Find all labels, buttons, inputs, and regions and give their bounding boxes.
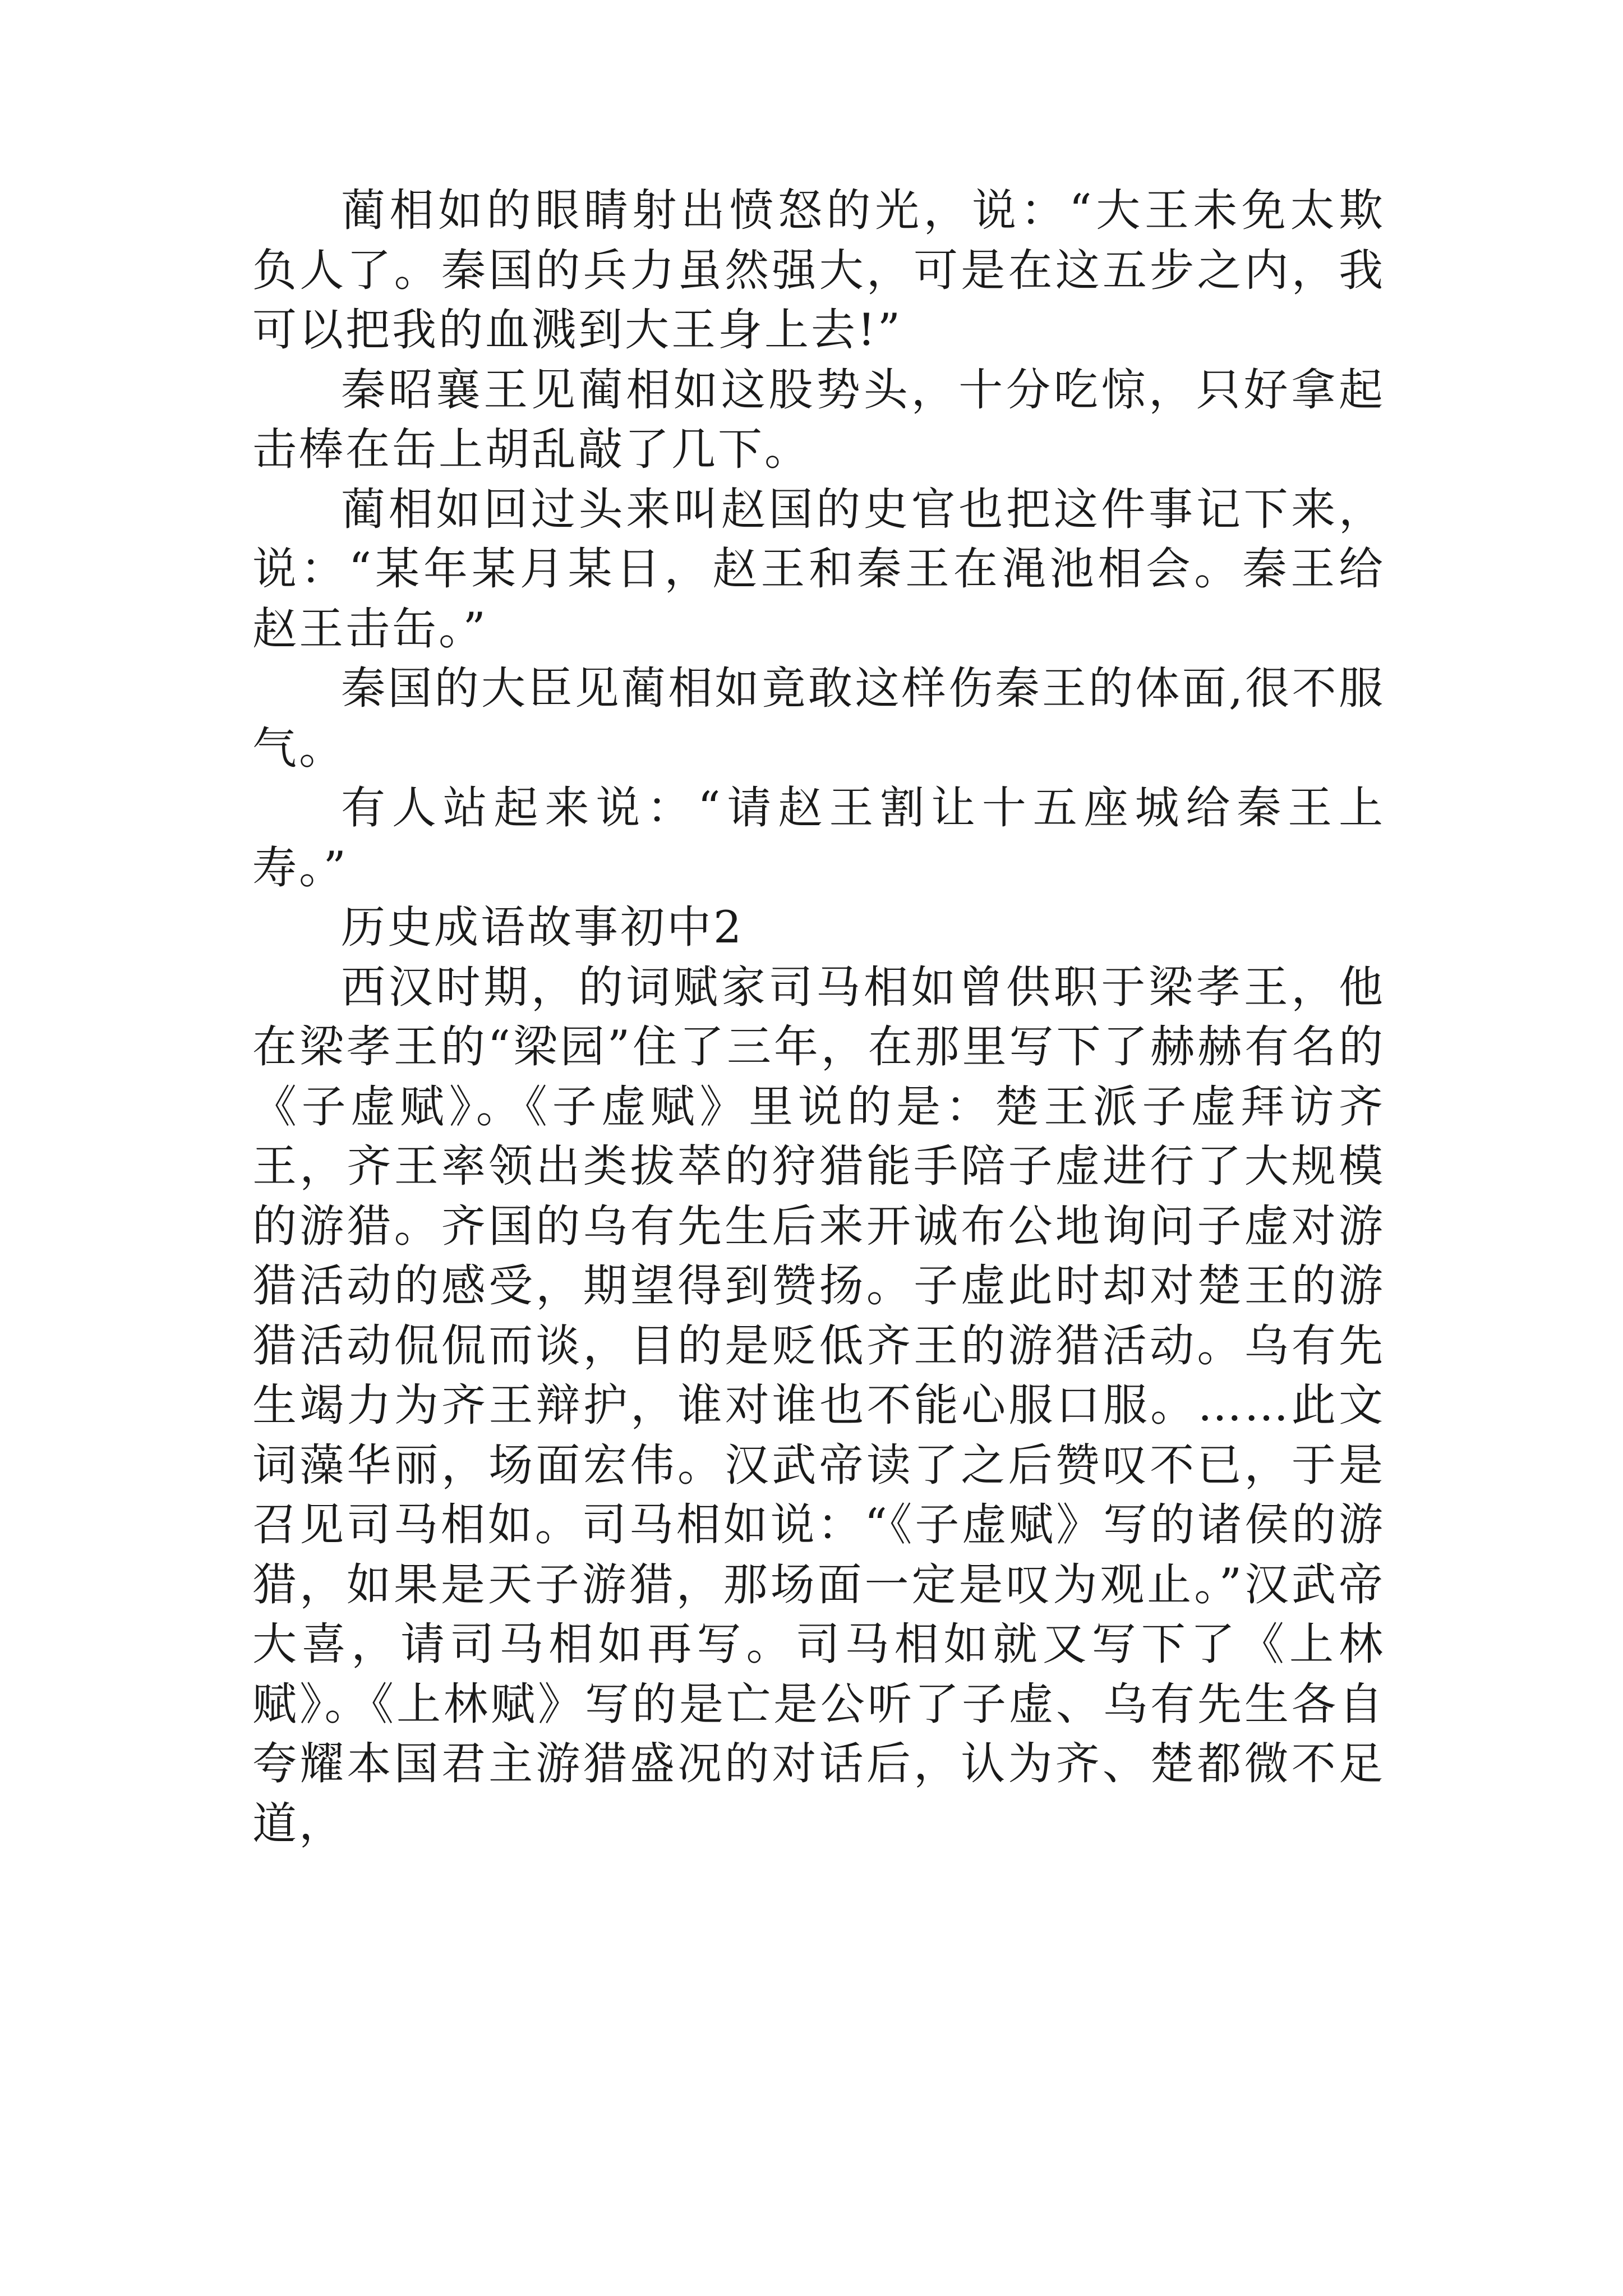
document-body [252, 181, 1385, 1853]
paragraph-2: 秦昭襄王见蔺相如这股势头，十分吃惊，只好拿起击棒在缶上胡乱敲了几下。 [252, 364, 1385, 475]
paragraph-4: 秦国的大臣见蔺相如竟敢这样伤秦王的体面,很不服气。 [252, 662, 1385, 774]
paragraph-5: 有人站起来说：“请赵王割让十五座城给秦王上寿。” [252, 782, 1385, 894]
section-heading: 历史成语故事初中2 [341, 901, 744, 953]
paragraph-7: 西汉时期，的词赋家司马相如曾供职于梁孝王，他在梁孝王的“梁园”住了三年，在那里写下了赫赫有名的《子虚赋》。《子虚赋》里说的是：楚王派子虚拜访齐王，齐王率领出类拔萃的狩猎能手陪子虚进行了大规模的游猎。齐国的乌有先生后来开诚布公地询问子虚对游猎活动的感受，期望得到赞扬。子虚此时却对楚王的游猎活动侃侃而谈，目的是贬低齐王的游猎活动。乌有先生竭力为齐王辩护，谁对谁也不能心服口服。……此文词藻华丽，场面宏伟。汉武帝读了之后赞叹不已，于是召见司马相如。司马相如说：“《子虚赋》写的诸侯的游猎，如果是天子游猎，那场面一定是叹为观止。”汉武帝大喜，请司马相如再写。司马相如就又写下了《上林赋》。《上林赋》写的是亡是公听了子虚、乌有先生各自夸耀本国君主游猎盛况的对话后，认为齐、楚都微不足道， [252, 961, 1385, 1849]
paragraph-1: 蔺相如的眼睛射出愤怒的光，说：“大王未免太欺负人了。秦国的兵力虽然强大，可是在这五步之内，我可以把我的血溅到大王身上去!” [252, 185, 1385, 356]
paragraph-3: 蔺相如回过头来叫赵国的史官也把这件事记下来，说：“某年某月某日，赵王和秦王在渑池相会。秦王给赵王击缶。” [252, 483, 1385, 655]
